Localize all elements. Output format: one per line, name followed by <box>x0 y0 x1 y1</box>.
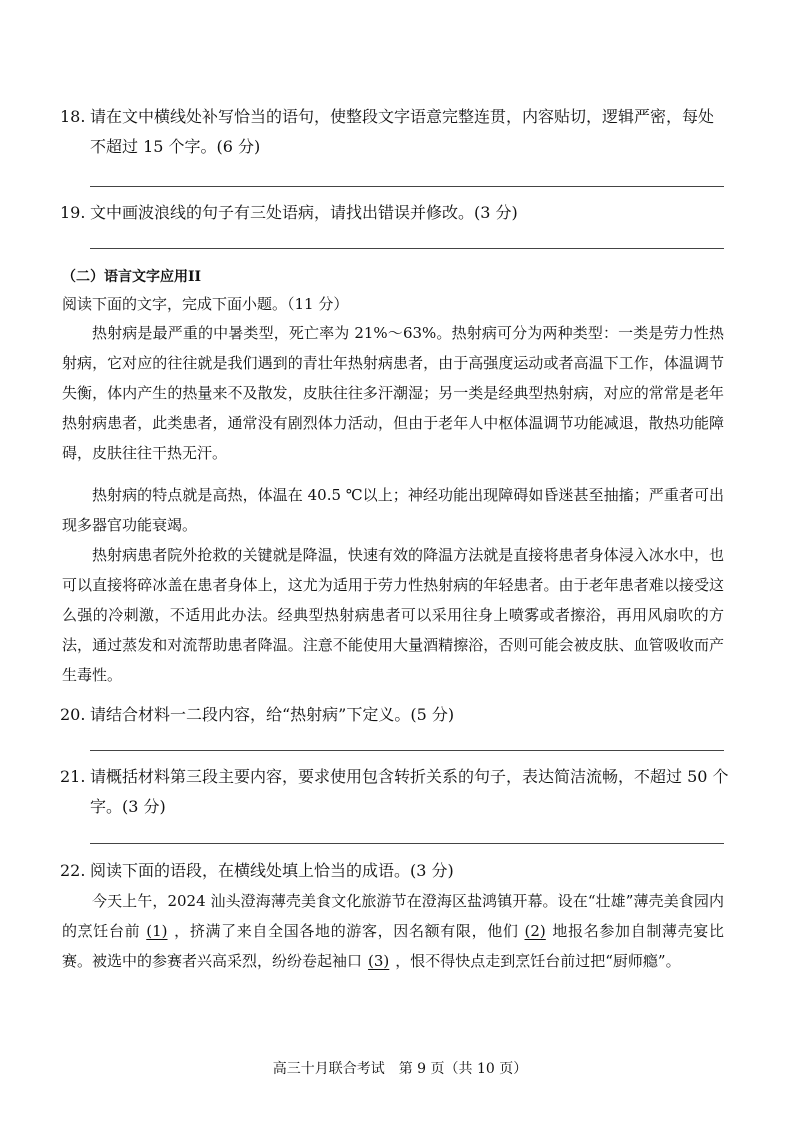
answer-line <box>90 186 724 187</box>
section-heading: （二）语言文字应用II <box>62 269 202 285</box>
page-footer: 高三十月联合考试 第 9 页（共 10 页） <box>272 1061 528 1077</box>
answer-line <box>90 750 724 751</box>
question-21 <box>60 762 730 822</box>
question-22 <box>60 856 730 886</box>
question-number: 19. <box>60 203 86 222</box>
question-text-cont: 字。(3 分) <box>90 797 166 816</box>
passage-paragraph-2: 热射病的特点就是高热，体温在 40.5 ℃以上；神经功能出现障碍如昏迷甚至抽搐；严重者可出现多器官功能衰竭。 <box>62 486 724 534</box>
passage-text: ，恨不得快点走到烹饪台前过把“厨师瘾”。 <box>395 952 681 970</box>
question-text-cont: 不超过 15 个字。(6 分) <box>90 137 261 156</box>
passage-text: ，挤满了来自全国各地的游客，因名额有限，他们 <box>173 922 519 940</box>
question-text: 文中画波浪线的句子有三处语病，请找出错误并修改。(3 分) <box>90 203 518 222</box>
question-text: 请概括材料第三段主要内容，要求使用包含转折关系的句子，表达简洁流畅，不超过 50 个 <box>90 767 729 786</box>
passage-text: 今天上午，2024 汕头澄海薄壳美食文化旅游节在澄海区盐鸿镇开幕。设在“壮雄”薄壳美食园内的烹饪台前 <box>62 892 724 940</box>
question-number: 22. <box>60 861 86 880</box>
answer-line <box>90 843 724 844</box>
passage-paragraph-3: 热射病患者院外抢救的关键就是降温，快速有效的降温方法就是直接将患者身体浸入冰水中，也可以直接将碎冰盖在患者身体上，这尤为适用于劳力性热射病的年轻患者。由于老年患者难以接受这么强的冷刺激，不适用此办法。经典型热射病患者可以采用往身上喷雾或者擦浴，再用风扇吹的方法，通过蒸发和对流帮助患者降温。注意不能使用大量酒精擦浴，否则可能会被皮肤、血管吸收而产生毒性。 <box>62 546 724 684</box>
blank-3[interactable]: (3) <box>368 952 390 970</box>
question-18 <box>60 102 730 162</box>
passage-text: 地报名参加自制薄壳宴比赛。被选中的参赛者兴高采烈，纷纷卷起袖口 <box>62 922 724 970</box>
question-text: 请在文中横线处补写恰当的语句，使整段文字语意完整连贯，内容贴切，逻辑严密，每处 <box>90 107 715 126</box>
blank-1[interactable]: (1) <box>146 922 168 940</box>
question-number: 21. <box>60 767 86 786</box>
question-text: 请结合材料一二段内容，给“热射病”下定义。(5 分) <box>90 705 455 724</box>
question-20 <box>60 700 730 730</box>
question-text: 阅读下面的语段，在横线处填上恰当的成语。(3 分) <box>90 861 454 880</box>
question-19 <box>60 198 730 228</box>
section-instruction: 阅读下面的文字，完成下面小题。（11 分） <box>62 295 349 313</box>
answer-line <box>90 248 724 249</box>
question-22-passage <box>62 886 724 976</box>
blank-2[interactable]: (2) <box>524 922 546 940</box>
question-number: 20. <box>60 705 86 724</box>
passage-paragraph-1: 热射病是最严重的中暑类型，死亡率为 21%～63%。热射病可分为两种类型：一类是劳力性热射病，它对应的往往就是我们遇到的青壮年热射病患者，由于高强度运动或者高温下工作，体温调节失衡，体内产生的热量来不及散发，皮肤往往多汗潮湿；另一类是经典型热射病，对应的常常是老年热射病患者，此类患者，通常没有剧烈体力活动，但由于老年人中枢体温调节功能减退，散热功能障碍，皮肤往往干热无汗。 <box>62 324 724 462</box>
question-number: 18. <box>60 107 86 126</box>
